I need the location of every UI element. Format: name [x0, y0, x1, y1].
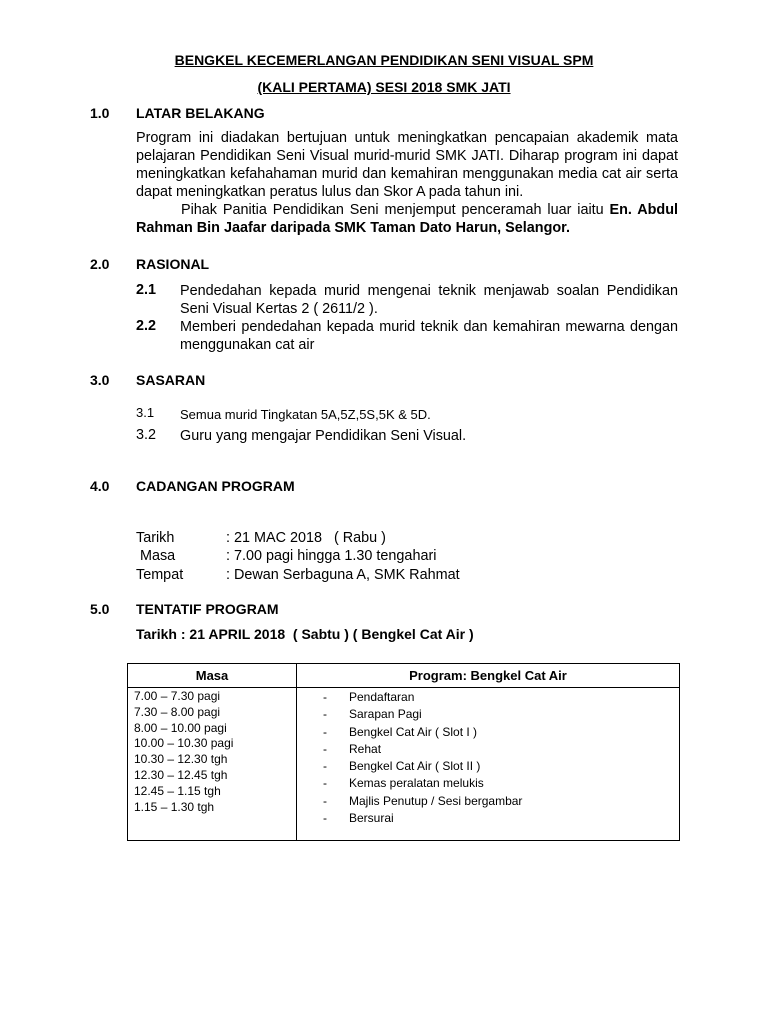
- section-2-number: 2.0: [90, 256, 110, 272]
- time-slot: 12.45 – 1.15 tgh: [134, 783, 221, 798]
- column-header-program: Program: Bengkel Cat Air: [297, 664, 680, 688]
- tarikh-value: : 21 MAC 2018 ( Rabu ): [226, 530, 386, 546]
- list-dash: -: [323, 811, 327, 826]
- program-item-label: Kemas peralatan melukis: [349, 776, 484, 791]
- program-column: [297, 688, 680, 841]
- program-item-label: Bengkel Cat Air ( Slot I ): [349, 724, 478, 739]
- section-4-number: 4.0: [90, 478, 110, 494]
- section-5-number: 5.0: [90, 601, 110, 617]
- list-dash: -: [323, 724, 327, 739]
- tarikh-label: Tarikh: [136, 530, 175, 546]
- section-1-paragraph-2: [136, 201, 678, 237]
- section-2-heading: RASIONAL: [136, 256, 210, 272]
- list-dash: -: [323, 741, 327, 756]
- document-title-line-1: BENGKEL KECEMERLANGAN PENDIDIKAN SENI VISUAL SPM: [174, 52, 594, 68]
- section-5-heading: TENTATIF PROGRAM: [136, 601, 279, 617]
- program-item: [303, 741, 673, 758]
- section-3-heading: SASARAN: [136, 372, 206, 388]
- time-slot: 8.00 – 10.00 pagi: [134, 720, 227, 735]
- item-3-1-number: 3.1: [136, 405, 155, 420]
- time-slot: 1.15 – 1.30 tgh: [134, 799, 215, 814]
- list-dash: -: [323, 776, 327, 791]
- item-2-2-text: Memberi pendedahan kepada murid teknik dan kemahiran mewarna dengan menggunakan cat air: [180, 319, 678, 353]
- program-item-label: Sarapan Pagi: [349, 707, 422, 722]
- program-item: [303, 775, 673, 792]
- item-2-1-number: 2.1: [136, 282, 157, 298]
- time-slot: 7.00 – 7.30 pagi: [134, 689, 221, 703]
- section-1-speaker: En. Abdul Rahman Bin Jaafar daripada SMK Taman Dato Harun, Selangor.: [136, 202, 678, 236]
- time-slot: 12.30 – 12.45 tgh: [134, 767, 228, 782]
- program-item: [303, 724, 673, 741]
- document-title-line-2: (KALI PERTAMA) SESI 2018 SMK JATI: [257, 79, 511, 95]
- program-item-label: Bersurai: [349, 811, 394, 826]
- masa-value: : 7.00 pagi hingga 1.30 tengahari: [226, 548, 437, 564]
- program-item: [303, 793, 673, 810]
- item-2-2-number: 2.2: [136, 318, 157, 334]
- section-4-heading: CADANGAN PROGRAM: [136, 478, 295, 494]
- tempat-label: Tempat: [136, 567, 184, 583]
- masa-label: Masa: [136, 548, 176, 564]
- section-3-number: 3.0: [90, 372, 110, 388]
- list-dash: -: [323, 707, 327, 722]
- time-slot: 10.00 – 10.30 pagi: [134, 736, 234, 751]
- section-1-paragraph-1: Program ini diadakan bertujuan untuk meningkatkan pencapaian akademik mata pelajaran Pendidikan Seni Visual murid-murid SMK JATI. Diharap program ini dapat meningkatkan kefahahaman murid dan kemahiran menggunakan media cat air serta dapat meningkatkan peratus lulus dan Skor A pada tahun ini.: [136, 130, 678, 200]
- schedule-table: [127, 663, 680, 841]
- section-1-heading: LATAR BELAKANG: [136, 105, 265, 121]
- item-2-1-text: Pendedahan kepada murid mengenai teknik menjawab soalan Pendidikan Seni Visual Kertas 2 ( 2611/2 ).: [180, 283, 678, 317]
- program-item-label: Bengkel Cat Air ( Slot II ): [349, 759, 481, 774]
- tempat-value: : Dewan Serbaguna A, SMK Rahmat: [226, 567, 460, 583]
- time-slot: 10.30 – 12.30 tgh: [134, 752, 228, 767]
- list-dash: -: [323, 690, 327, 704]
- item-3-1-text: Semua murid Tingkatan 5A,5Z,5S,5K & 5D.: [180, 407, 431, 422]
- program-item-label: Rehat: [349, 741, 382, 756]
- item-3-2-number: 3.2: [136, 427, 157, 443]
- time-slot: 7.30 – 8.00 pagi: [134, 704, 221, 719]
- column-header-masa: Masa: [128, 664, 297, 688]
- program-item-label: Pendaftaran: [349, 690, 415, 704]
- time-column: [128, 688, 297, 841]
- schedule-date-line: Tarikh : 21 APRIL 2018 ( Sabtu ) ( Bengkel Cat Air ): [136, 626, 474, 642]
- program-item-label: Majlis Penutup / Sesi bergambar: [349, 793, 523, 808]
- section-1-number: 1.0: [90, 105, 110, 121]
- program-item: [303, 706, 673, 723]
- schedule-header-row: [128, 664, 680, 688]
- schedule-body-row: [128, 688, 680, 841]
- section-1-paragraph-2-text: Pihak Panitia Pendidikan Seni menjemput penceramah luar iaitu: [181, 202, 610, 218]
- list-dash: -: [323, 759, 327, 774]
- program-item: [303, 758, 673, 775]
- list-dash: -: [323, 793, 327, 808]
- item-3-2-text: Guru yang mengajar Pendidikan Seni Visual.: [180, 428, 467, 444]
- program-item: [303, 689, 673, 706]
- program-item: [303, 810, 673, 827]
